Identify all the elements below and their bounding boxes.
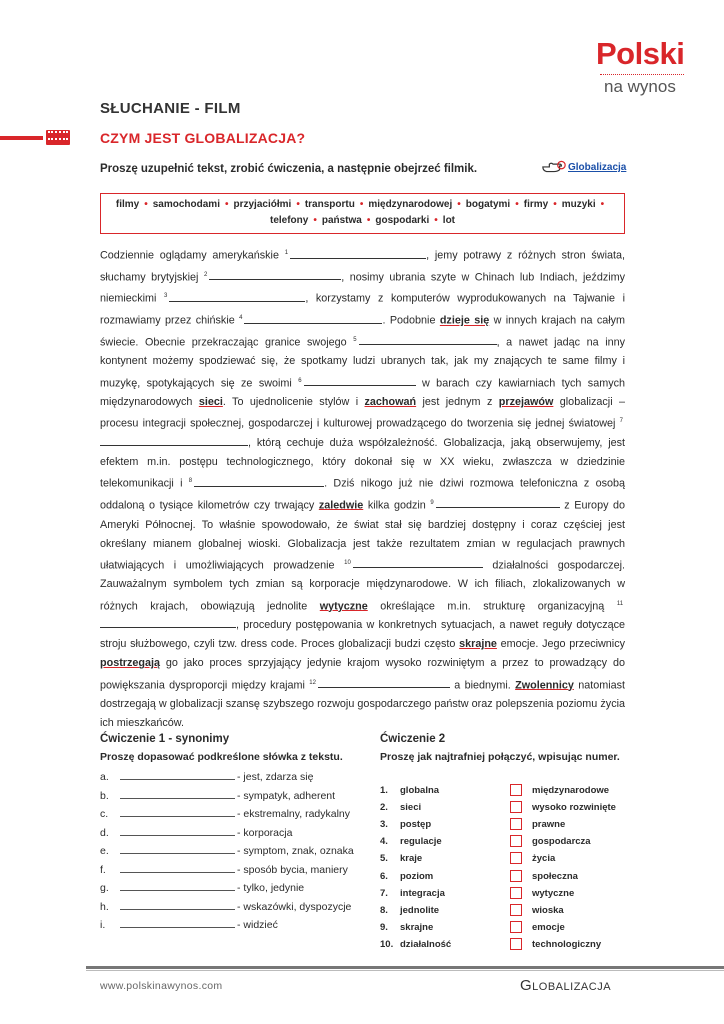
gap-11[interactable]: [100, 618, 236, 628]
word-bank-word: międzynarodowej: [368, 199, 453, 210]
exercise-1-item: [100, 845, 354, 861]
exercise-2-instruction: Proszę jak najtrafniej połączyć, wpisując numer.: [380, 751, 620, 763]
item-match: społeczna: [532, 870, 578, 882]
bullet-separator: •: [366, 215, 371, 226]
item-word: jednolite: [400, 904, 440, 916]
item-number: 10.: [380, 938, 394, 950]
word-bank-word: muzyki: [561, 199, 596, 210]
hand-pointer-icon: [541, 158, 567, 174]
item-number: 5.: [380, 853, 388, 865]
gap-5[interactable]: [359, 335, 497, 345]
item-number: 1.: [380, 785, 388, 796]
item-definition: - korporacja: [237, 826, 293, 839]
item-definition: - ekstremalny, radykalny: [237, 808, 351, 820]
gap-1[interactable]: [290, 249, 426, 259]
answer-box[interactable]: [510, 801, 522, 813]
item-definition: - widzieć: [237, 919, 278, 931]
section-heading: SŁUCHANIE - FILM: [100, 100, 241, 117]
item-word: integracja: [400, 887, 445, 899]
word-bank-word: przyjaciółmi: [233, 199, 292, 210]
gap-12[interactable]: [318, 678, 450, 688]
bullet-separator: •: [553, 199, 557, 210]
word-bank: [100, 193, 625, 234]
item-letter: c.: [100, 808, 109, 820]
instruction-text: Proszę uzupełnić tekst, zrobić ćwiczenia, a następnie obejrzeć filmik.: [100, 163, 478, 175]
footer-topic: Globalizacja: [520, 977, 612, 994]
item-number: 8.: [380, 904, 388, 916]
exercise-1-instruction: Proszę dopasować podkreślone słówka z tekstu.: [100, 751, 343, 763]
item-number: 9.: [380, 921, 388, 933]
item-match: technologiczny: [532, 938, 602, 950]
bullet-separator: •: [144, 199, 148, 210]
exercise-1-item: [100, 919, 278, 935]
bullet-separator: •: [600, 199, 605, 210]
item-match: międzynarodowe: [532, 785, 610, 796]
item-letter: g.: [100, 882, 109, 894]
item-definition: - sympatyk, adherent: [237, 789, 336, 802]
logo-divider: [600, 74, 684, 75]
item-word: postęp: [400, 819, 432, 831]
bullet-separator: •: [434, 215, 438, 226]
item-definition: - symptom, znak, oznaka: [237, 845, 354, 857]
word-bank-word: lot: [442, 215, 456, 226]
exercise-1-item: [100, 771, 313, 787]
exercise-1-item: [100, 790, 335, 806]
item-number: 7.: [380, 887, 388, 899]
item-word: kraje: [400, 853, 423, 865]
footer-rule-thin: [86, 970, 724, 971]
gap-2[interactable]: [209, 270, 341, 280]
logo-title: Polski: [596, 36, 685, 71]
item-number: 6.: [380, 870, 388, 882]
answer-box[interactable]: [510, 818, 522, 830]
exercise-2-title: Ćwiczenie 2: [380, 733, 446, 745]
item-letter: d.: [100, 826, 109, 839]
item-word: globalna: [400, 785, 440, 796]
answer-box[interactable]: [510, 887, 522, 899]
gap-fill-text: Codziennie oglądamy amerykańskie $^1$ , jemy potrawy z różnych stron świata, słuchamy brytyjskiej $^2$ , nosimy ubrania szyte w Chinach lub Indiach, jeździmy niemieckimi $^3$ , korzystamy z komputerów wyprodukowanych na Tajwanie i rozmawiamy przez chińskie $^4$ . Podobnie dzieje się w innych krajach na całym świecie. Obecnie przekraczając granice swojego $^5$ , a nawet jadąc na inny kontynent możemy spodziewać się, że spotkamy ludzi ubranych tak, jak my znających te same filmy i muzykę, spotykających się ze swoimi $^6$ w barach czy kawiarniach tych samych międzynarodowych sieci. To ujednolicenie stylów i zachowań jest jednym z przejawów globalizacji – procesu integracji społecznej, gospodarczej i kulturowej prowadzącego do tworzenia się jednej światowej $^7$, którą cechuje duża współzależność. Globalizacja, jaką obserwujemy, jest efektem m.in. postępu technologicznego, który dokonał się w XX wieku, zwłaszcza w dziedzinie telekomunikacji i $^8$ . Dziś nikogo już nie dziwi rozmowa telefoniczna z osobą oddaloną o tysiące kilometrów czy trwający zaledwie kilka godzin $^9$ z Europy do Ameryki Północnej. To właśnie spowodowało, że świat stał się bardziej dostępny i coraz częściej jest określany mianem globalnej wioski. Globalizacja jest także rezultatem zmian w regulacjach prawnych ułatwiających i umożliwiających prowadzenie $^{10}$ działalności gospodarczej. Zauważalnym symbolem tych zmian są korporacje międzynarodowe. W ich filiach, zlokalizowanych w różnych krajach, obowiązują jednolite wytyczne określające m.in. strukturę organizacyjną $^{11}$, procedury postępowania w konkretnych sytuacjach, a nawet reguły dotyczące stroju służbowego, czyli tzw. dress code. Proces globalizacji budzi często skrajne emocje. Jego przeciwnicy postrzegają go jako proces sprzyjający jedynie krajom wysoko rozwiniętym a przez to prowadzący do powiększania dysproporcji między krajami $^{12}$ a biednymi. Zwolennicy natomiast dostrzegają w globalizacji szansę szybszego rozwoju gospodarczego państw oraz polepszenia poziomu życia ich mieszkańców.: [100, 249, 626, 730]
answer-box[interactable]: [510, 784, 522, 796]
answer-box[interactable]: [510, 904, 522, 916]
item-match: wioska: [532, 904, 564, 916]
bullet-separator: •: [457, 199, 461, 210]
item-word: sieci: [400, 802, 422, 814]
item-definition: - jest, zdarza się: [237, 771, 314, 783]
answer-line[interactable]: [120, 827, 235, 836]
item-letter: b.: [100, 789, 109, 802]
item-letter: f.: [100, 863, 106, 876]
answer-box[interactable]: [510, 852, 522, 864]
item-word: poziom: [400, 870, 434, 882]
word-bank-word: firmy: [523, 199, 549, 210]
gap-7[interactable]: [100, 436, 248, 446]
item-match: wytyczne: [532, 887, 575, 899]
gap-9[interactable]: [436, 498, 560, 508]
gap-3[interactable]: [169, 292, 305, 302]
video-link[interactable]: Globalizacja: [568, 162, 627, 173]
item-match: emocje: [532, 921, 565, 933]
exercise-1-item: [100, 808, 350, 824]
answer-line[interactable]: [120, 901, 235, 910]
item-match: wysoko rozwinięte: [532, 802, 616, 814]
answer-line[interactable]: [120, 919, 235, 928]
item-word: działalność: [400, 938, 452, 950]
word-bank-line-1: [101, 197, 624, 213]
item-definition: - tylko, jedynie: [237, 882, 305, 894]
word-bank-word: filmy: [115, 199, 140, 210]
gap-10[interactable]: [353, 558, 483, 568]
answer-line[interactable]: [120, 790, 235, 799]
answer-line[interactable]: [120, 882, 235, 891]
item-match: gospodarcza: [532, 836, 591, 848]
answer-line[interactable]: [120, 845, 235, 854]
logo-subtitle: na wynos: [604, 77, 676, 96]
item-definition: - wskazówki, dyspozycje: [237, 900, 352, 913]
exercise-1-item: [100, 864, 348, 880]
answer-line[interactable]: [120, 808, 235, 817]
word-bank-word: gospodarki: [375, 215, 430, 226]
item-letter: h.: [100, 900, 109, 913]
exercise-1-item: [100, 901, 351, 917]
item-letter: i.: [100, 919, 106, 931]
answer-box[interactable]: [510, 938, 522, 950]
page-title: CZYM JEST GLOBALIZACJA?: [100, 130, 306, 146]
item-definition: - sposób bycia, maniery: [237, 863, 348, 876]
bullet-separator: •: [359, 199, 364, 210]
footer-url: www.polskinawynos.com: [100, 980, 223, 992]
answer-line[interactable]: [120, 771, 235, 780]
item-word: skrajne: [400, 921, 434, 933]
item-number: 3.: [380, 819, 388, 831]
answer-box[interactable]: [510, 835, 522, 847]
gap-6[interactable]: [304, 376, 416, 386]
gap-4[interactable]: [244, 314, 382, 324]
word-bank-word: samochodami: [152, 199, 220, 210]
answer-box[interactable]: [510, 870, 522, 882]
item-letter: e.: [100, 845, 109, 857]
gap-8[interactable]: [194, 477, 324, 487]
footer-rule: [86, 966, 724, 969]
item-number: 4.: [380, 836, 388, 848]
item-number: 2.: [380, 802, 388, 814]
item-match: prawne: [532, 819, 566, 831]
answer-line[interactable]: [120, 864, 235, 873]
item-letter: a.: [100, 771, 109, 783]
film-icon: [46, 130, 70, 145]
bullet-separator: •: [313, 215, 317, 226]
item-word: regulacje: [400, 836, 442, 848]
item-match: życia: [532, 853, 556, 865]
word-bank-line-2: [101, 213, 624, 229]
exercise-1-item: [100, 827, 292, 843]
word-bank-word: bogatymi: [465, 199, 511, 210]
exercise-1-title: Ćwiczenie 1 - synonimy: [100, 733, 230, 745]
bullet-separator: •: [296, 199, 300, 210]
answer-box[interactable]: [510, 921, 522, 933]
red-stripe: [0, 136, 43, 140]
bullet-separator: •: [224, 199, 229, 210]
word-bank-word: państwa: [321, 215, 362, 226]
exercise-1-item: [100, 882, 304, 898]
bullet-separator: •: [515, 199, 519, 210]
word-bank-word: transportu: [304, 199, 355, 210]
word-bank-word: telefony: [269, 215, 309, 226]
